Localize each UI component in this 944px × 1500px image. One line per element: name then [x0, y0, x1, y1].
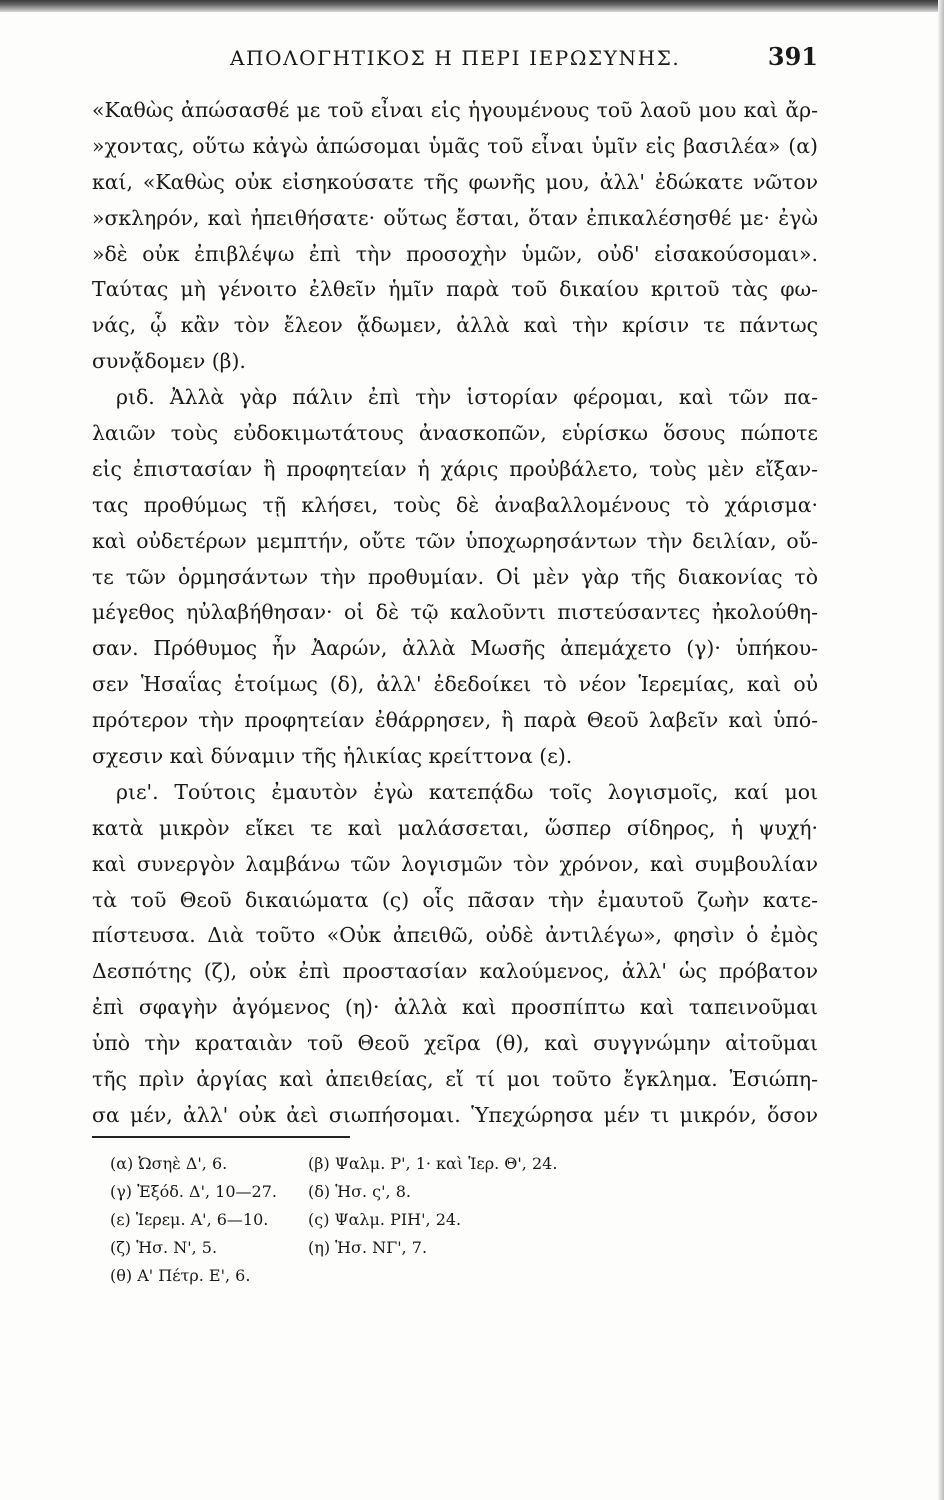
- footnote: (θ) Α' Πέτρ. Ε', 6.: [110, 1266, 251, 1285]
- footnote: (ε) Ἱερεμ. Α', 6—10.: [110, 1210, 269, 1229]
- footnote-row: [110, 1206, 810, 1234]
- text-line: συνᾄδομεν (β).: [92, 349, 246, 374]
- text-line: καὶ οὐδετέρων μεμπτήν, οὔτε τῶν ὑποχωρησάντων τὴν δειλίαν, οὔ-: [92, 528, 818, 553]
- text-line: πρότερον τὴν προφητείαν ἐθάρρησεν, ἢ παρὰ Θεοῦ λαβεῖν καὶ ὑπό-: [92, 708, 818, 733]
- text-line: καὶ συνεργὸν λαμβάνω τῶν λογισμῶν τὸν χρόνον, καὶ συμβουλίαν: [92, 851, 818, 876]
- footnote-row: [110, 1234, 810, 1262]
- text-line: »χοντας, οὕτω κἀγὼ ἀπώσομαι ὑμᾶς τοῦ εἶναι ὑμῖν εἰς βασιλέα» (α): [92, 133, 818, 158]
- text-line: σεν Ἡσαΐας ἑτοίμως (δ), ἀλλ' ἐδεδοίκει τὸ νέον Ἱερεμίας, καὶ οὐ: [92, 672, 818, 697]
- footnote: (η) Ἡσ. ΝΓ', 7.: [308, 1238, 428, 1257]
- text-line: ὑπὸ τὴν κραταιὰν τοῦ Θεοῦ χεῖρα (θ), καὶ συγγνώμην αἰτοῦμαι: [92, 1031, 818, 1056]
- section-start-line: ριε'. Τούτοις ἐμαυτὸν ἐγὼ κατεπᾴδω τοῖς λογισμοῖς, καί μοι: [116, 779, 818, 804]
- text-line: νάς, ᾧ κἂν τὸν ἔλεον ᾄδωμεν, ἀλλὰ καὶ τὴν κρίσιν τε πάντως: [92, 313, 818, 338]
- page-number: 391: [767, 42, 818, 71]
- text-line: «Καθὼς ἀπώσασθέ με τοῦ εἶναι εἰς ἡγουμένους τοῦ λαοῦ μου καὶ ἄρ-: [92, 98, 818, 122]
- text-line: »δὲ οὐκ ἐπιβλέψω ἐπὶ τὴν προσοχὴν ὑμῶν, οὐδ' εἰσακούσομαι».: [92, 241, 818, 266]
- text-line: τε τῶν ὁρμησάντων τὴν προθυμίαν. Οἱ μὲν γὰρ τῆς διακονίας τὸ: [92, 564, 818, 589]
- running-title: ΑΠΟΛΟΓΗΤΙΚΟΣ Η ΠΕΡΙ ΙΕΡΩΣΥΝΗΣ.: [230, 46, 681, 70]
- text-line: πίστευσα. Διὰ τοῦτο «Οὐκ ἀπειθῶ, οὐδὲ ἀντιλέγω», φησὶν ὁ ἐμὸς: [92, 923, 818, 948]
- text-line: τας προθύμως τῇ κλήσει, τοὺς δὲ ἀναβαλλομένους τὸ χάρισμα·: [92, 492, 818, 517]
- text-line: Δεσπότης (ζ), οὐκ ἐπὶ προστασίαν καλούμενος, ἀλλ' ὡς πρόβατον: [92, 959, 818, 984]
- footnote: (ς) Ψαλμ. ΡΙΗ', 24.: [308, 1210, 462, 1229]
- main-text: [92, 93, 818, 1134]
- section-start-line: ριδ. Ἀλλὰ γὰρ πάλιν ἐπὶ τὴν ἱστορίαν φέρομαι, καὶ τῶν πα-: [116, 385, 818, 410]
- footnote-divider: [92, 1136, 350, 1138]
- scan-edge-top: [0, 0, 944, 12]
- text-line: καί, «Καθὼς οὐκ εἰσηκούσατε τῆς φωνῆς μου, ἀλλ' ἐδώκατε νῶτον: [92, 169, 818, 194]
- text-line: Ταύτας μὴ γένοιτο ἐλθεῖν ἡμῖν παρὰ τοῦ δικαίου κριτοῦ τὰς φω-: [92, 277, 818, 302]
- text-line: μέγεθος ηὐλαβήθησαν· οἱ δὲ τῷ καλοῦντι πιστεύσαντες ἠκολούθη-: [92, 600, 818, 625]
- text-line: σαν. Πρόθυμος ἦν Ἀαρών, ἀλλὰ Μωσῆς ἀπεμάχετο (γ)· ὑπήκου-: [92, 636, 818, 661]
- text-line: τῆς πρὶν ἀργίας καὶ ἀπειθείας, εἴ τί μοι τοῦτο ἔγκλημα. Ἐσιώπη-: [92, 1067, 818, 1092]
- running-header: [92, 40, 818, 80]
- text-line: σα μέν, ἀλλ' οὐκ ἀεὶ σιωπήσομαι. Ὑπεχώρησα μέν τι μικρόν, ὅσον: [92, 1102, 818, 1127]
- footnote: (δ) Ἡσ. ς', 8.: [308, 1182, 411, 1201]
- text-line: εἰς ἐπιστασίαν ἢ προφητείαν ἡ χάρις προὐβάλετο, τοὺς μὲν εἴξαν-: [92, 456, 818, 481]
- text-line: τὰ τοῦ Θεοῦ δικαιώματα (ς) οἷς πᾶσαν τὴν ἐμαυτοῦ ζωὴν κατε-: [92, 887, 818, 912]
- footnote-row: [110, 1262, 810, 1290]
- footnote: (α) Ὠσηὲ Δ', 6.: [110, 1154, 228, 1173]
- text-line: λαιῶν τοὺς εὐδοκιμωτάτους ἀνασκοπῶν, εὑρίσκω ὅσους πώποτε: [92, 421, 818, 446]
- text-line: »σκληρόν, καὶ ἠπειθήσατε· οὕτως ἔσται, ὅταν ἐπικαλέσησθέ με· ἐγὼ: [92, 205, 818, 230]
- scan-edge-right: [938, 0, 944, 1500]
- footnotes: [110, 1150, 810, 1290]
- text-line: σχεσιν καὶ δύναμιν τῆς ἡλικίας κρείττονα (ε).: [92, 744, 573, 769]
- footnote: (ζ) Ἡσ. Ν', 5.: [110, 1238, 218, 1257]
- footnote-row: [110, 1178, 810, 1206]
- footnote: (β) Ψαλμ. Ρ', 1· καὶ Ἱερ. Θ', 24.: [308, 1154, 558, 1173]
- text-line: κατὰ μικρὸν εἴκει τε καὶ μαλάσσεται, ὥσπερ σίδηρος, ἡ ψυχή·: [92, 815, 818, 840]
- text-line: ἐπὶ σφαγὴν ἀγόμενος (η)· ἀλλὰ καὶ προσπίπτω καὶ ταπεινοῦμαι: [92, 995, 818, 1020]
- footnote: (γ) Ἐξόδ. Δ', 10—27.: [110, 1182, 277, 1201]
- footnote-row: [110, 1150, 810, 1178]
